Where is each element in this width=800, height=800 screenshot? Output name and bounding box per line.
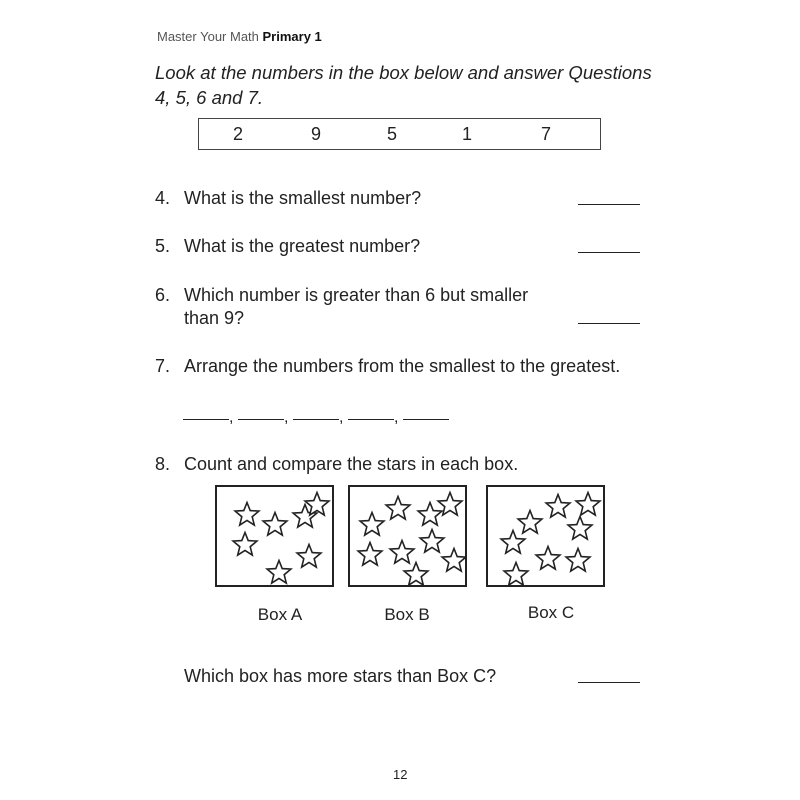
star-box-c (486, 485, 605, 587)
question-number: 5. (155, 236, 171, 256)
star-icon (360, 513, 384, 536)
stars-canvas (217, 487, 332, 585)
star-box-b (348, 485, 467, 587)
blank-separator: , (394, 409, 399, 426)
level-title: Primary 1 (262, 29, 322, 44)
star-icon (297, 545, 321, 568)
star-icon (518, 511, 542, 534)
blank-separator: , (339, 409, 344, 426)
star-icon (235, 503, 259, 526)
star-icon (358, 543, 382, 566)
star-icon (504, 563, 528, 586)
star-icon (501, 531, 525, 554)
star-icon (390, 541, 414, 564)
star-icon (233, 533, 257, 556)
star-icon (267, 561, 291, 584)
star-icon (420, 530, 444, 553)
number-item: 9 (310, 124, 322, 144)
star-icon (566, 549, 590, 572)
arrangement-blank-4[interactable] (348, 419, 394, 420)
stars-canvas (350, 487, 465, 585)
question-text: Which box has more stars than Box C? (184, 666, 497, 686)
question-text: What is the greatest number? (184, 236, 421, 256)
number-box (198, 118, 601, 150)
stars-canvas (488, 487, 603, 585)
arrangement-blank-5[interactable] (403, 419, 449, 420)
question-text: Count and compare the stars in each box. (184, 454, 519, 474)
page-number: 12 (393, 767, 408, 782)
star-icon (263, 513, 287, 536)
box-label-a: Box A (257, 605, 303, 624)
number-item: 7 (540, 124, 552, 144)
question-text: Arrange the numbers from the smallest to the greatest. (184, 356, 621, 376)
arrangement-blank-3[interactable] (293, 419, 339, 420)
question-text: Which number is greater than 6 but smaller than 9? (184, 285, 529, 328)
number-item: 1 (461, 124, 473, 144)
question-number: 7. (155, 356, 171, 376)
answer-line[interactable] (578, 323, 640, 324)
blank-separator: , (229, 409, 234, 426)
question-text: What is the smallest number? (184, 188, 422, 208)
star-icon (386, 497, 410, 520)
blank-separator: , (284, 409, 289, 426)
star-icon (404, 563, 428, 586)
page-header (157, 29, 322, 44)
question-number: 6. (155, 285, 171, 305)
star-icon (418, 503, 442, 526)
star-box-a (215, 485, 334, 587)
star-icon (546, 495, 570, 518)
star-icon (442, 549, 465, 572)
number-item: 2 (232, 124, 244, 144)
answer-line[interactable] (578, 204, 640, 205)
question-number: 8. (155, 454, 171, 474)
instruction-text: Look at the numbers in the box below and answer Questions 4, 5, 6 and 7. (155, 62, 652, 108)
star-icon (568, 517, 592, 540)
question-number: 4. (155, 188, 171, 208)
star-icon (536, 547, 560, 570)
arrangement-blank-2[interactable] (238, 419, 284, 420)
number-item: 5 (386, 124, 398, 144)
answer-line[interactable] (578, 252, 640, 253)
star-icon (576, 493, 600, 516)
answer-line[interactable] (578, 682, 640, 683)
box-label-c: Box C (527, 603, 575, 622)
box-label-b: Box B (384, 605, 430, 624)
series-title: Master Your Math (157, 29, 259, 44)
arrangement-blank-1[interactable] (183, 419, 229, 420)
